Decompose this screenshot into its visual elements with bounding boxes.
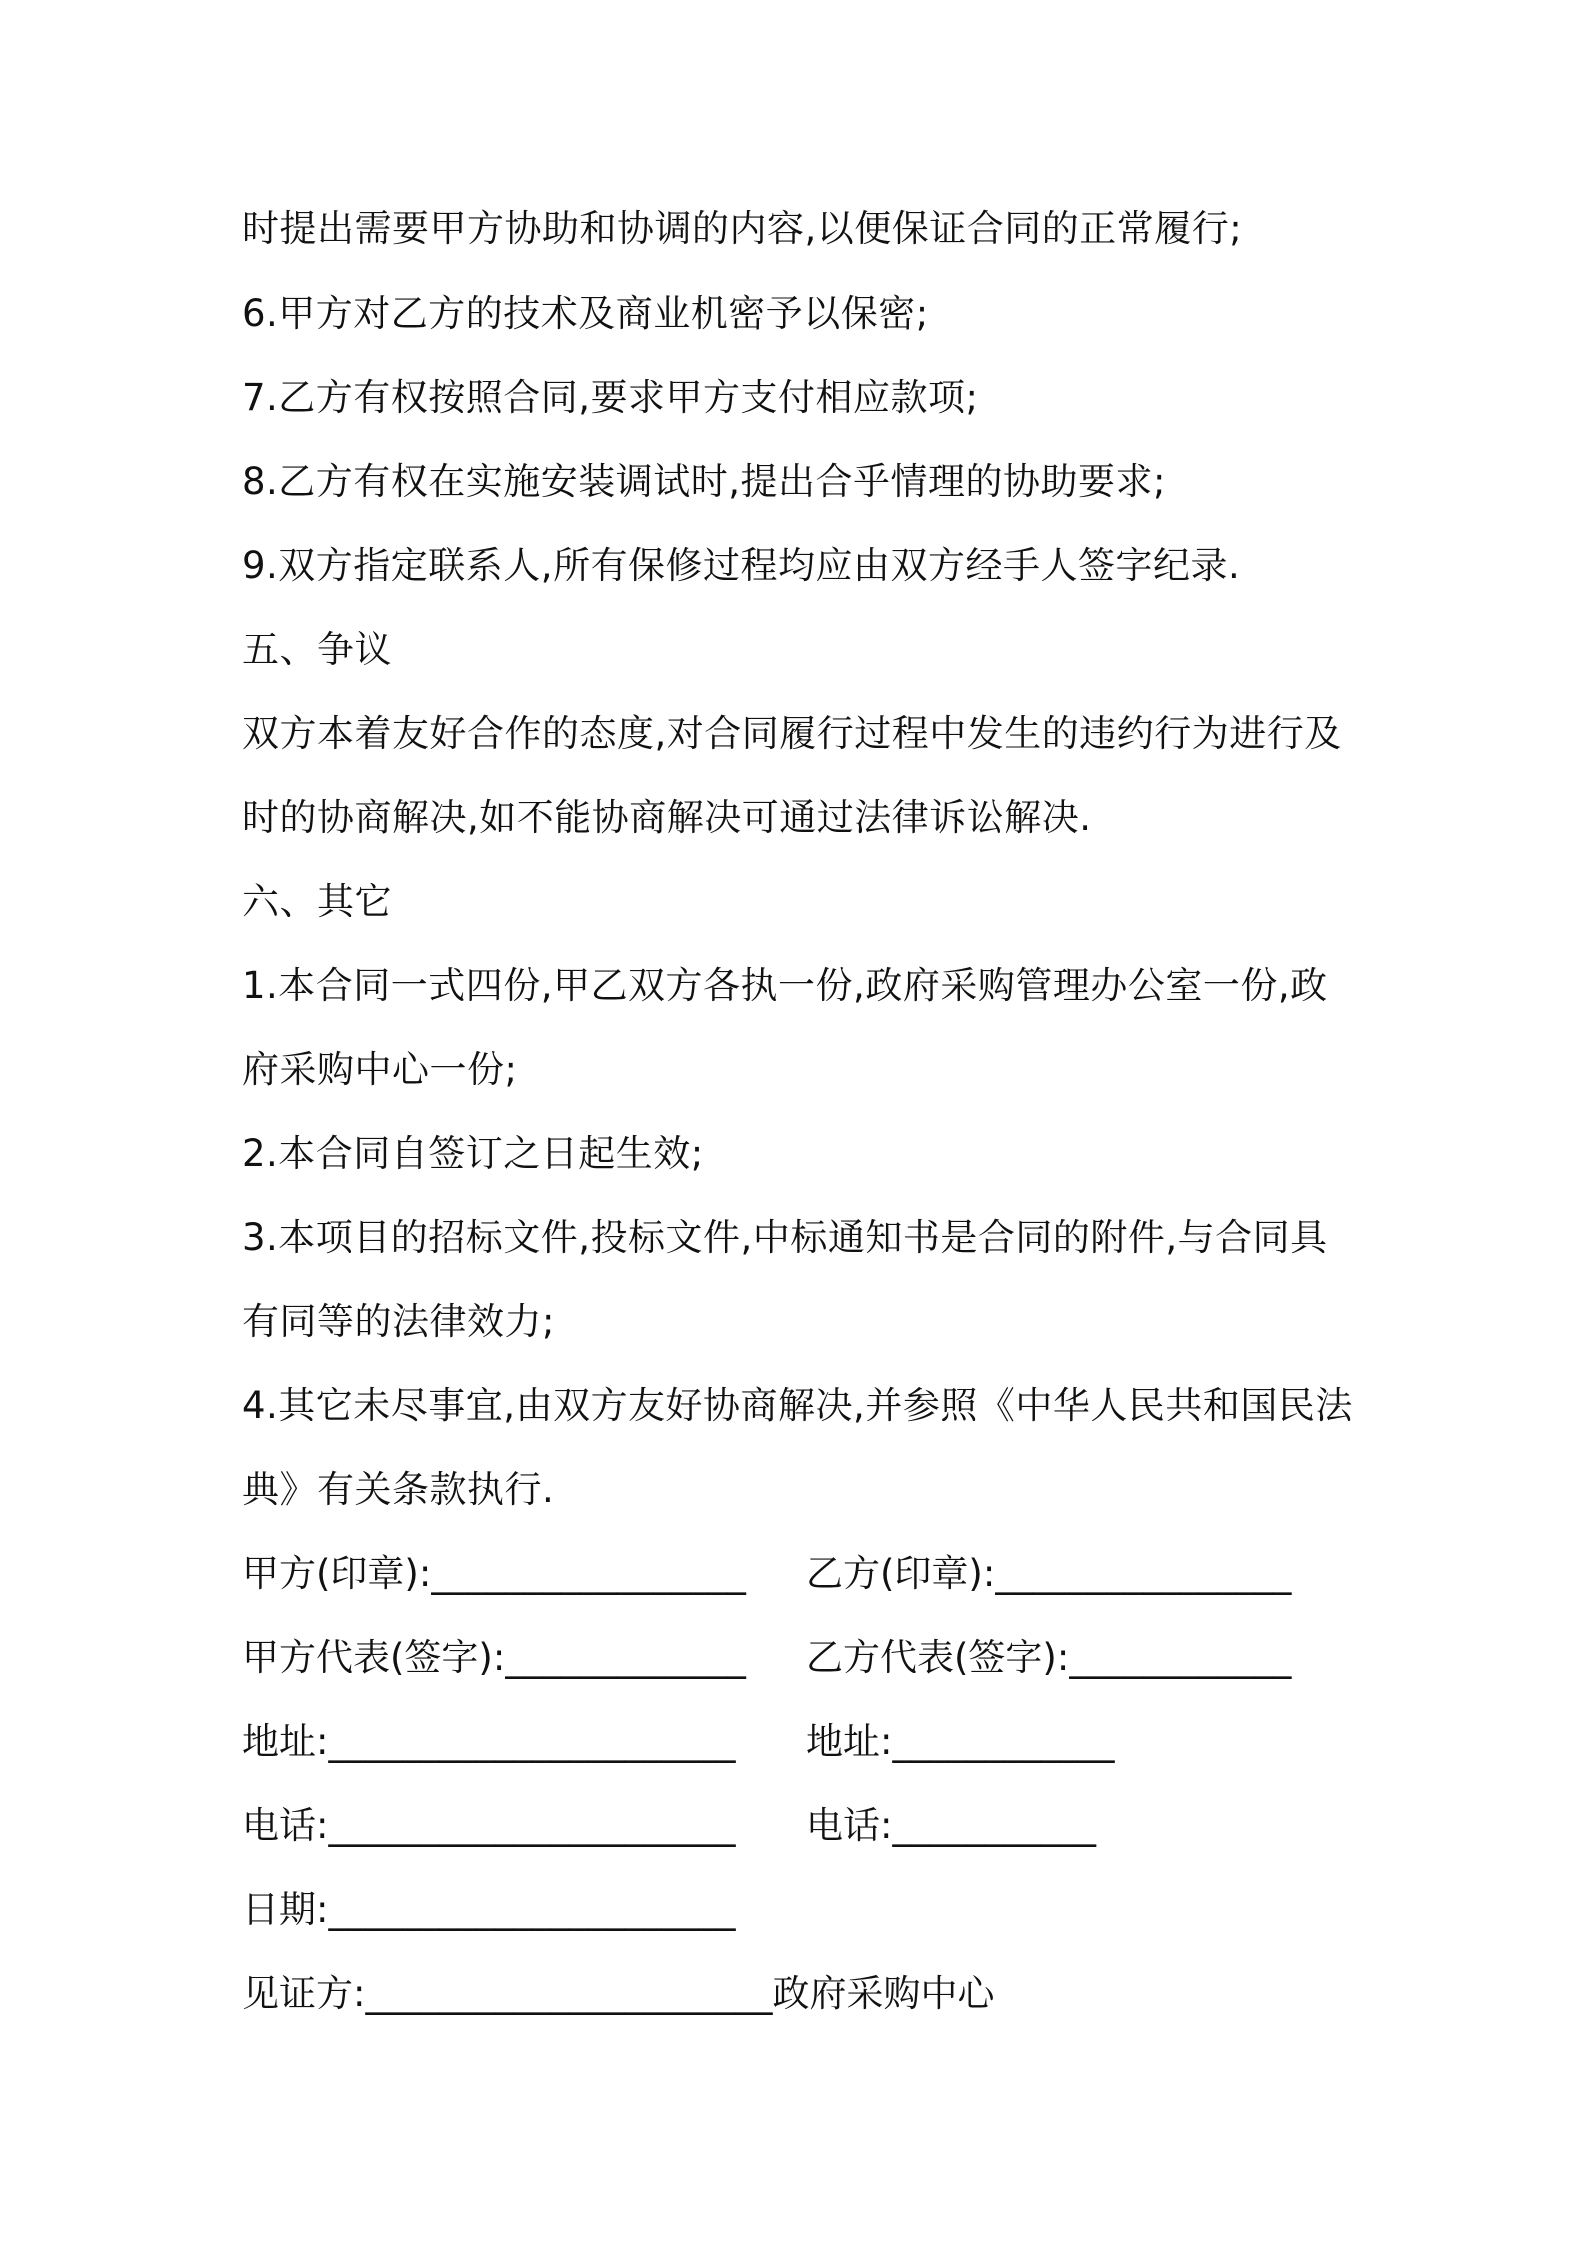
party-b-address-field: 地址:____________ [806,1720,1115,1763]
party-b-seal-field: 乙方(印章):________________ [806,1552,1292,1595]
witness-field: 见证方:______________________政府采购中心 [242,1972,995,2015]
other-clause-1-line-1: 1.本合同一式四份,甲乙双方各执一份,政府采购管理办公室一份,政 [242,964,1328,1007]
party-b-representative-field: 乙方代表(签字):____________ [806,1636,1292,1679]
other-clause-1-line-2: 府采购中心一份; [242,1048,518,1091]
other-clause-3-line-2: 有同等的法律效力; [242,1300,555,1343]
party-a-phone-field: 电话:______________________ [242,1804,736,1847]
date-field: 日期:______________________ [242,1888,736,1931]
other-clause-2: 2.本合同自签订之日起生效; [242,1132,704,1175]
party-a-seal-field: 甲方(印章):_________________ [242,1552,746,1595]
clause-6: 6.甲方对乙方的技术及商业机密予以保密; [242,292,929,335]
clause-9: 9.双方指定联系人,所有保修过程均应由双方经手人签字纪录. [242,544,1241,587]
section-heading-other: 六、其它 [242,880,392,923]
clause-7: 7.乙方有权按照合同,要求甲方支付相应款项; [242,376,979,419]
clause-8: 8.乙方有权在实施安装调试时,提出合乎情理的协助要求; [242,460,1167,503]
party-b-phone-field: 电话:___________ [806,1804,1096,1847]
party-a-representative-field: 甲方代表(签字):_____________ [242,1636,746,1679]
other-clause-4-line-2: 典》有关条款执行. [242,1468,555,1511]
section-heading-dispute: 五、争议 [242,628,392,671]
other-clause-4-line-1: 4.其它未尽事宜,由双方友好协商解决,并参照《中华人民共和国民法 [242,1384,1353,1427]
other-clause-3-line-1: 3.本项目的招标文件,投标文件,中标通知书是合同的附件,与合同具 [242,1216,1328,1259]
party-a-address-field: 地址:______________________ [242,1720,736,1763]
dispute-text-line-1: 双方本着友好合作的态度,对合同履行过程中发生的违约行为进行及 [242,712,1342,755]
dispute-text-line-2: 时的协商解决,如不能协商解决可通过法律诉讼解决. [242,796,1092,839]
clause-line-continuation: 时提出需要甲方协助和协调的内容,以便保证合同的正常履行; [242,207,1243,250]
